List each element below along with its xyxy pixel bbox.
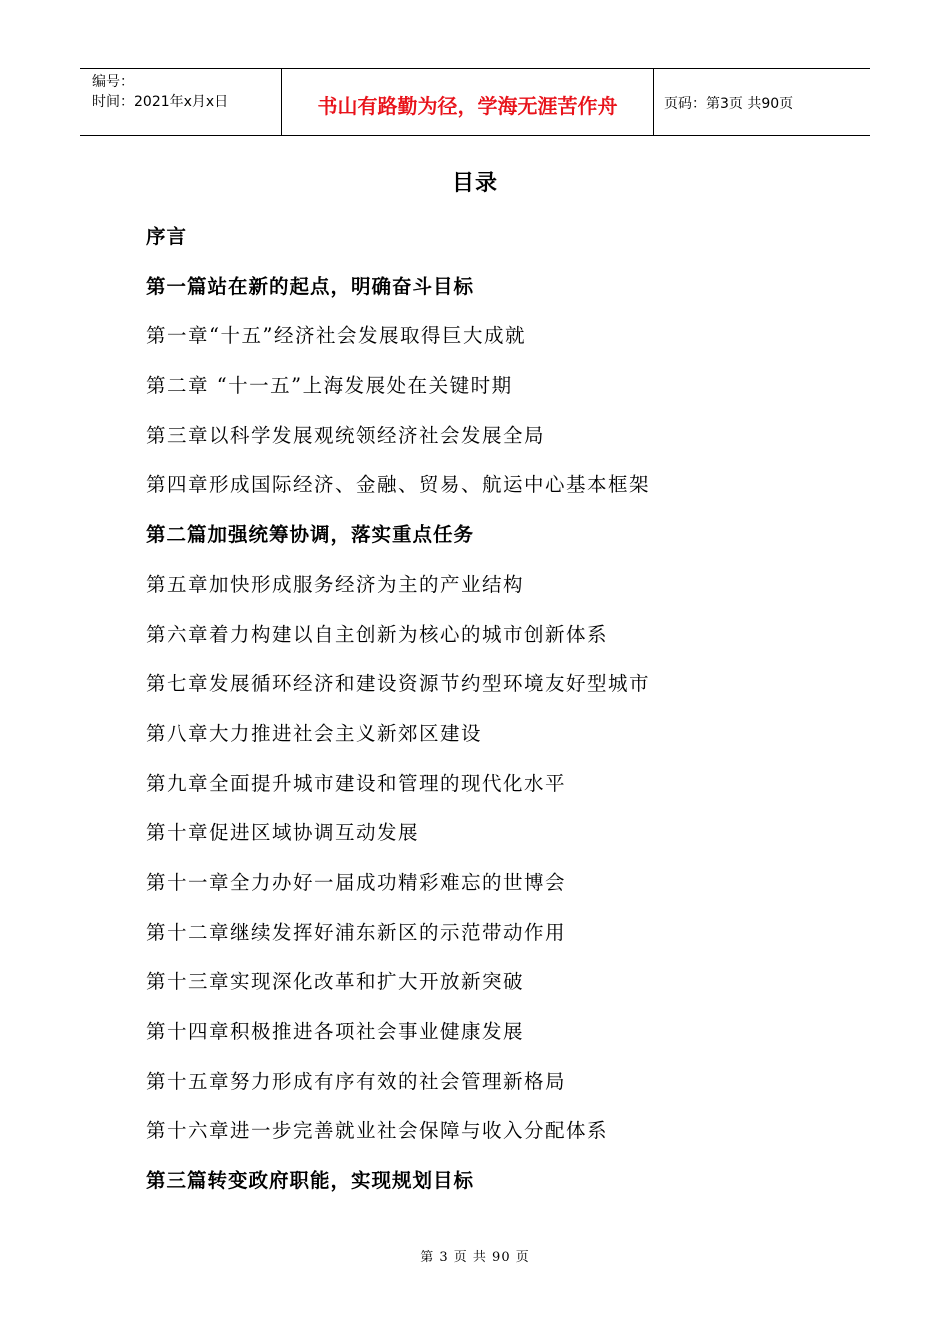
- toc-section-heading[interactable]: 第二篇加强统筹协调，落实重点任务: [146, 523, 475, 547]
- toc-chapter-entry[interactable]: 第十章促进区域协调互动发展: [146, 821, 420, 845]
- toc-section-heading[interactable]: 第三篇转变政府职能，实现规划目标: [146, 1169, 475, 1193]
- toc-chapter-entry[interactable]: 第十五章努力形成有序有效的社会管理新格局: [146, 1069, 567, 1093]
- page-header: [80, 68, 870, 136]
- toc-chapter-entry[interactable]: 第五章加快形成服务经济为主的产业结构: [146, 572, 525, 596]
- page-footer: 第 3 页 共 90 页: [420, 1250, 530, 1265]
- toc-chapter-entry[interactable]: 第二章 “十一五”上海发展处在关键时期: [146, 374, 513, 398]
- toc-chapter-entry[interactable]: 第十六章进一步完善就业社会保障与收入分配体系: [146, 1119, 609, 1143]
- toc-chapter-entry[interactable]: 第六章着力构建以自主创新为核心的城市创新体系: [146, 622, 609, 646]
- toc-chapter-entry[interactable]: 第三章以科学发展观统领经济社会发展全局: [146, 423, 546, 447]
- table-of-contents: [146, 212, 866, 1206]
- header-motto: 书山有路勤为径，学海无涯苦作舟: [282, 69, 654, 135]
- header-number-label: 编号：: [92, 74, 134, 90]
- toc-section-heading[interactable]: 第一篇站在新的起点，明确奋斗目标: [146, 274, 475, 298]
- header-time-label: 时间：2021年x月x日: [92, 94, 229, 110]
- toc-title: 目录: [451, 171, 498, 196]
- header-meta-cell: [80, 69, 282, 135]
- toc-chapter-entry[interactable]: 第十三章实现深化改革和扩大开放新突破: [146, 970, 525, 994]
- toc-section-heading[interactable]: 序言: [146, 225, 188, 248]
- toc-chapter-entry[interactable]: 第八章大力推进社会主义新郊区建设: [146, 721, 483, 745]
- toc-chapter-entry[interactable]: 第四章形成国际经济、金融、贸易、航运中心基本框架: [146, 473, 651, 497]
- toc-chapter-entry[interactable]: 第九章全面提升城市建设和管理的现代化水平: [146, 771, 567, 795]
- toc-chapter-entry[interactable]: 第十一章全力办好一届成功精彩难忘的世博会: [146, 870, 567, 894]
- toc-chapter-entry[interactable]: 第一章“十五”经济社会发展取得巨大成就: [146, 324, 526, 348]
- toc-chapter-entry[interactable]: 第十二章继续发挥好浦东新区的示范带动作用: [146, 920, 567, 944]
- header-page-info: 页码：第3页 共90页: [664, 96, 794, 112]
- toc-chapter-entry[interactable]: 第七章发展循环经济和建设资源节约型环境友好型城市: [146, 672, 651, 696]
- toc-chapter-entry[interactable]: 第十四章积极推进各项社会事业健康发展: [146, 1020, 525, 1043]
